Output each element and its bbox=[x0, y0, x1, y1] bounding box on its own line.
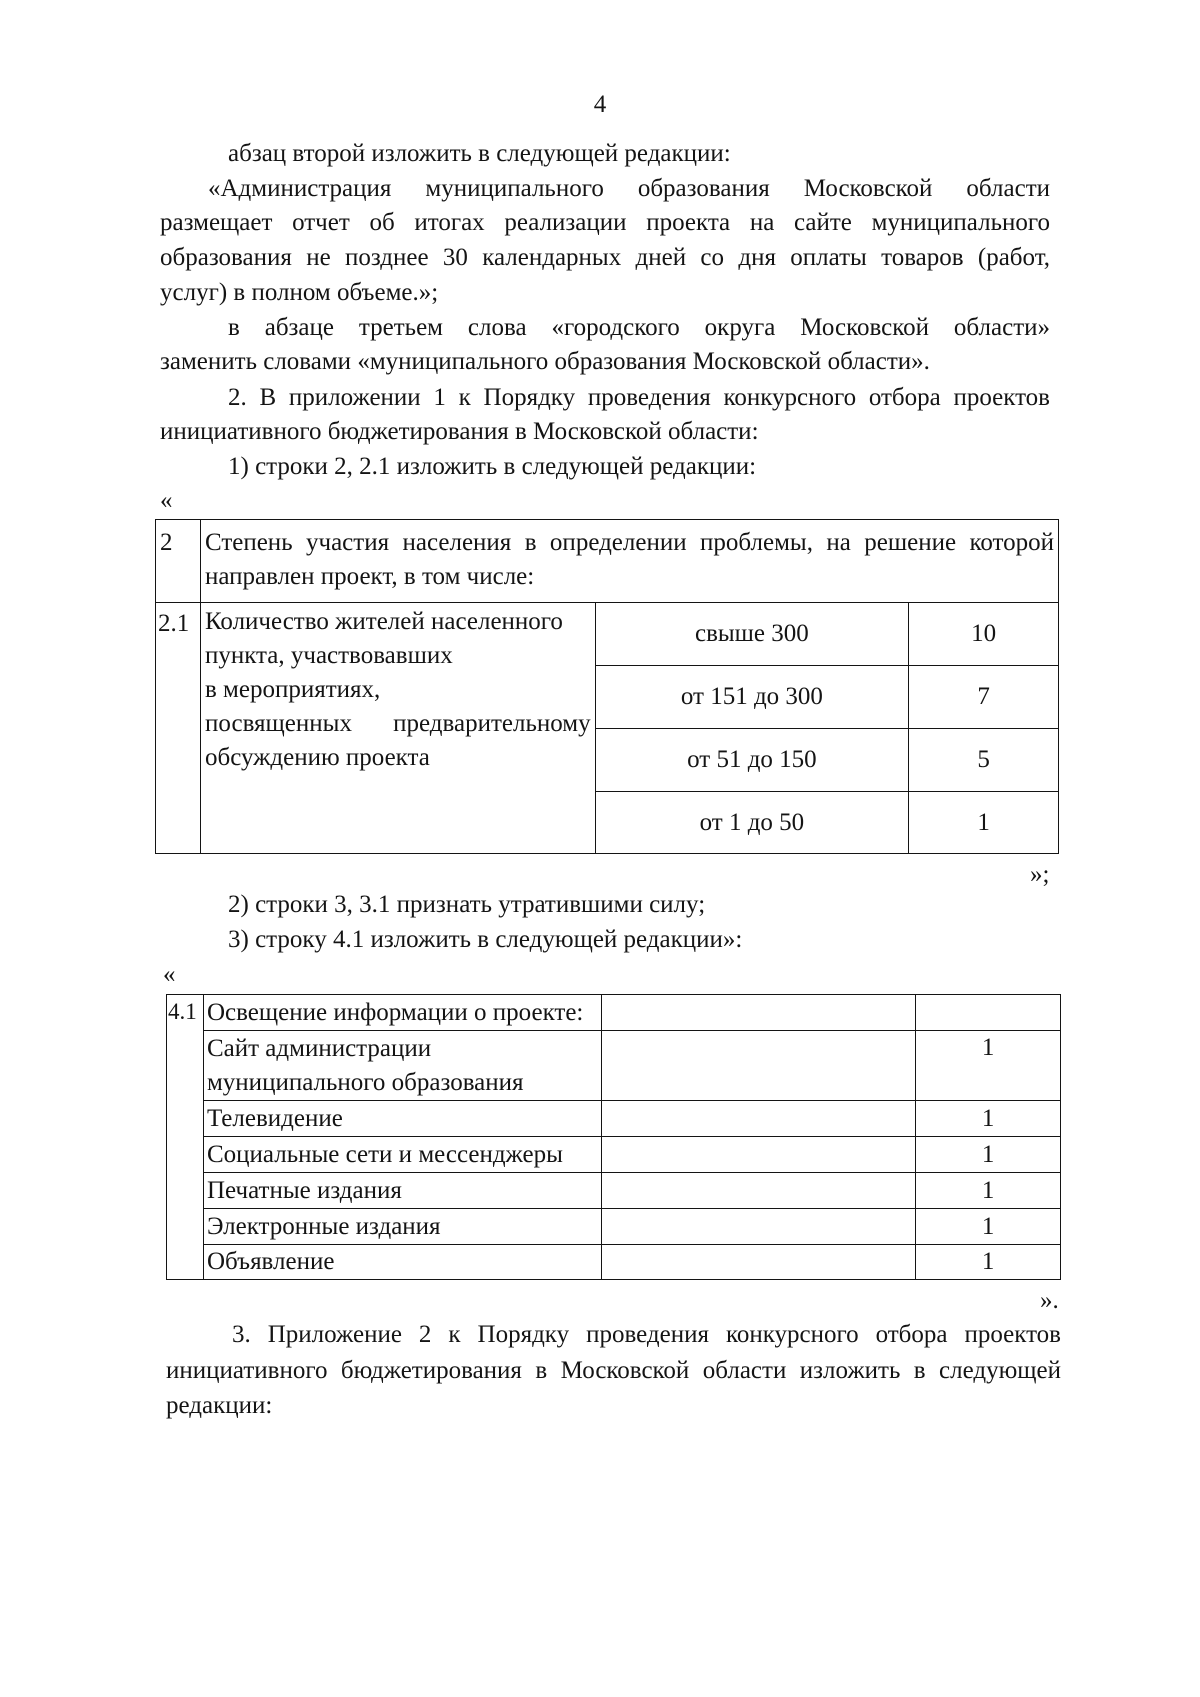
table1-criteria-points: 5 bbox=[909, 729, 1059, 792]
table1-row2-text-line-1: Степень участия населения в определении проблемы, на решение которой bbox=[204, 529, 1054, 556]
paragraph-2-line-4: услуг) в полном объеме.»; bbox=[160, 279, 439, 306]
table2-row-empty bbox=[601, 1209, 916, 1245]
table1-criteria-range: свыше 300 bbox=[595, 603, 909, 666]
paragraph-8-line-1: 3. Приложение 2 к Порядку проведения конкурсного отбора проектов bbox=[232, 1321, 1061, 1348]
page-number: 4 bbox=[593, 91, 607, 118]
table2-row-empty bbox=[601, 1137, 916, 1173]
close-quote-1: »; bbox=[1030, 861, 1050, 888]
close-quote-2: ». bbox=[1040, 1287, 1059, 1314]
table1-row21-number: 2.1 bbox=[156, 603, 201, 854]
table2-header-empty-points bbox=[916, 995, 1061, 1031]
table2-row-empty bbox=[601, 1245, 916, 1280]
paragraph-4-line-2: инициативного бюджетирования в Московской области: bbox=[160, 418, 759, 445]
table1-row21-text-line-3: в мероприятиях, bbox=[204, 676, 381, 703]
table2-row bbox=[167, 1031, 1061, 1101]
table2-row-label-line-2: муниципального образования bbox=[206, 1068, 524, 1096]
table2-header-empty bbox=[601, 995, 916, 1031]
table1-row2-number: 2 bbox=[156, 520, 201, 603]
table2-row-empty bbox=[601, 1031, 916, 1101]
paragraph-3-line-1: в абзаце третьем слова «городского округа Московской области» bbox=[228, 314, 1050, 341]
table2-row-label bbox=[203, 1031, 601, 1101]
paragraph-2-line-3: образования не позднее 30 календарных дней со дня оплаты товаров (работ, bbox=[160, 244, 1050, 271]
table2-row-label: Телевидение bbox=[203, 1101, 601, 1137]
table1-row-2-1 bbox=[156, 603, 1059, 666]
table2-header-label: Освещение информации о проекте: bbox=[203, 995, 601, 1031]
table1-row21-text-line-4: посвященных предварительному bbox=[204, 710, 591, 737]
table1-criteria-range: от 1 до 50 bbox=[595, 792, 909, 854]
table1-row21-text-line-1: Количество жителей населенного bbox=[204, 608, 563, 635]
table1-row21-text-line-2: пункта, участвовавших bbox=[204, 642, 453, 669]
table1-row21-text-line-5: обсуждению проекта bbox=[204, 744, 430, 771]
table2-row-points: 1 bbox=[916, 1245, 1061, 1280]
paragraph-4-line-1: 2. В приложении 1 к Порядку проведения конкурсного отбора проектов bbox=[228, 384, 1050, 411]
table2-row-empty bbox=[601, 1173, 916, 1209]
table2-row-empty bbox=[601, 1101, 916, 1137]
table1-criteria-points: 1 bbox=[909, 792, 1059, 854]
open-quote-2: « bbox=[163, 961, 176, 988]
table1-row21-text bbox=[200, 603, 595, 854]
table2-row-points: 1 bbox=[916, 1209, 1061, 1245]
table2-number: 4.1 bbox=[167, 995, 204, 1280]
table2-header-row bbox=[167, 995, 1061, 1031]
table2-row-points: 1 bbox=[916, 1173, 1061, 1209]
paragraph-2-line-2: размещает отчет об итогах реализации проекта на сайте муниципального bbox=[160, 209, 1050, 236]
table2-row-label: Электронные издания bbox=[203, 1209, 601, 1245]
table2-row-label: Социальные сети и мессенджеры bbox=[203, 1137, 601, 1173]
table1-row-2 bbox=[156, 520, 1059, 603]
table2-row-points: 1 bbox=[916, 1031, 1061, 1101]
table2-row-label: Объявление bbox=[203, 1245, 601, 1280]
table1-criteria-range: от 51 до 150 bbox=[595, 729, 909, 792]
criteria-table-2 bbox=[166, 994, 1061, 1280]
paragraph-7: 3) строку 4.1 изложить в следующей редакции»: bbox=[228, 926, 743, 953]
open-quote-1: « bbox=[160, 487, 173, 514]
table2-row-points: 1 bbox=[916, 1137, 1061, 1173]
table2-row bbox=[167, 1173, 1061, 1209]
table1-row2-text bbox=[200, 520, 1058, 603]
table1-criteria-points: 7 bbox=[909, 666, 1059, 729]
paragraph-1: абзац второй изложить в следующей редакции: bbox=[228, 140, 731, 167]
table1-row2-text-line-2: направлен проект, в том числе: bbox=[204, 563, 535, 590]
paragraph-8-line-3: редакции: bbox=[166, 1392, 273, 1419]
paragraph-6: 2) строки 3, 3.1 признать утратившими силу; bbox=[228, 891, 706, 918]
table1-criteria-range: от 151 до 300 bbox=[595, 666, 909, 729]
table2-row-points: 1 bbox=[916, 1101, 1061, 1137]
paragraph-2-line-1: «Администрация муниципального образования Московской области bbox=[208, 175, 1050, 202]
table2-row-label-line-1: Сайт администрации bbox=[206, 1034, 432, 1062]
table1-criteria-points: 10 bbox=[909, 603, 1059, 666]
paragraph-3-line-2: заменить словами «муниципального образования Московской области». bbox=[160, 348, 930, 375]
table2-row bbox=[167, 1137, 1061, 1173]
table2-row bbox=[167, 1245, 1061, 1280]
table2-row bbox=[167, 1101, 1061, 1137]
criteria-table-1 bbox=[155, 519, 1059, 854]
paragraph-8-line-2: инициативного бюджетирования в Московской области изложить в следующей bbox=[166, 1357, 1061, 1384]
table2-row-label: Печатные издания bbox=[203, 1173, 601, 1209]
paragraph-5: 1) строки 2, 2.1 изложить в следующей редакции: bbox=[228, 453, 757, 480]
table2-row bbox=[167, 1209, 1061, 1245]
